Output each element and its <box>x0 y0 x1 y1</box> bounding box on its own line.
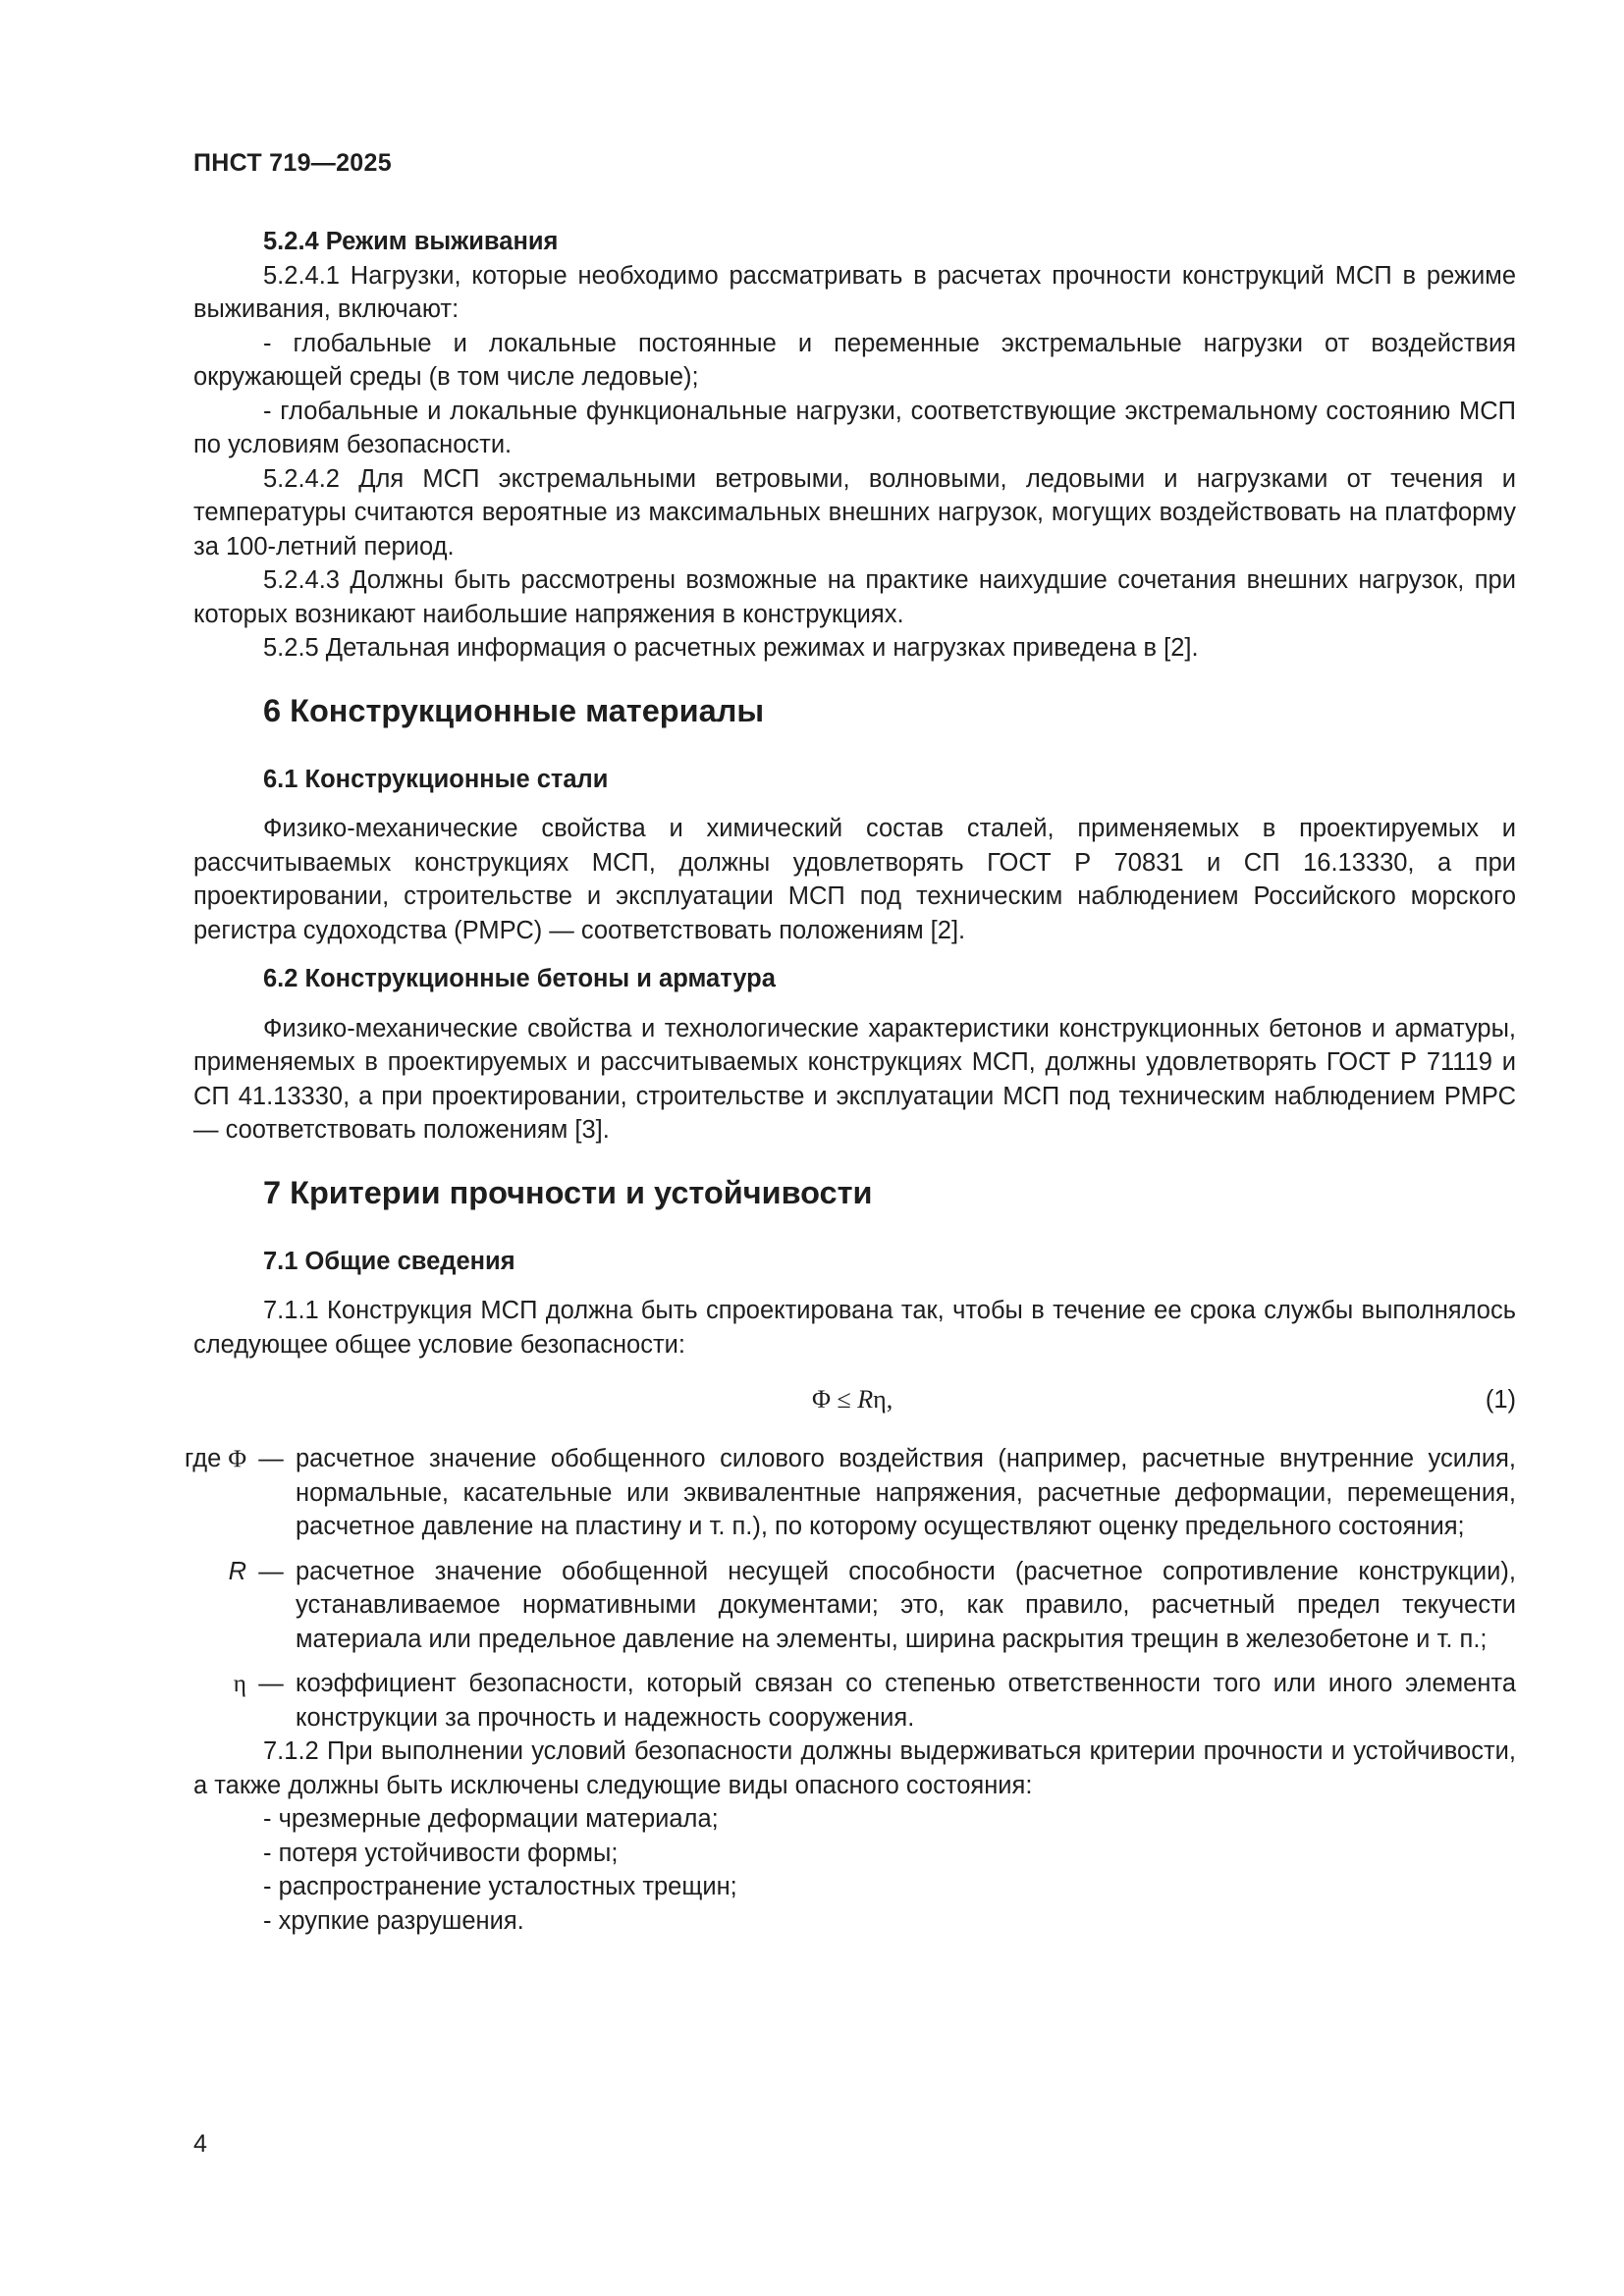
list-item: - глобальные и локальные функциональные нагрузки, соответствующие экстремальному состоянию МСП по условиям безопасности. <box>193 397 1516 458</box>
symbol-r: R <box>228 1557 246 1585</box>
formula-expression <box>812 1383 893 1417</box>
paragraph-5-2-4-1: 5.2.4.1 Нагрузки, которые необходимо рассматривать в расчетах прочности конструкций МСП в режиме выживания, включают: <box>193 261 1516 323</box>
symbol-eta: η <box>233 1669 246 1697</box>
paragraph-6-1: Физико-механические свойства и химический состав сталей, применяемых в проектируемых и рассчитываемых конструкциях МСП, должны удовлетворять ГОСТ Р 70831 и СП 16.13330, а при проектировании, строительстве и эксплуатации МСП под техническим наблюдением Российского морского регистра судоходства (РМРС) — соответствовать положениям [2]. <box>193 815 1516 944</box>
dash-separator: — <box>258 1557 284 1585</box>
formula-r: R <box>857 1385 874 1414</box>
page-number: 4 <box>193 2130 207 2158</box>
dash-separator: — <box>258 1670 284 1697</box>
formula-1 <box>193 1381 1516 1420</box>
document-code: ПНСТ 719—2025 <box>193 149 392 177</box>
symbol-description: расчетное значение обобщенного силового воздействия (например, расчетные внутренние усилия, нормальные, касательные или эквивалентные напряжения, расчетные деформации, перемещения, расчетное давление на пластину и т. п.), по которому осуществляют оценку предельного состояния; <box>296 1445 1516 1540</box>
paragraph-6-2: Физико-механические свойства и технологические характеристики конструкционных бетонов и арматуры, применяемых в проектируемых и рассчитываемых конструкциях МСП, должны удовлетворять ГОСТ Р 71119 и СП 41.13330, а при проектировании, строительстве и эксплуатации МСП под техническим наблюдением РМРС — соответствовать положениям [3]. <box>193 1014 1516 1144</box>
where-prefix: где <box>185 1445 229 1472</box>
list-item: - потеря устойчивости формы; <box>263 1839 619 1867</box>
chapter-heading-7: 7 Критерии прочности и устойчивости <box>263 1174 873 1210</box>
section-heading-6-2: 6.2 Конструкционные бетоны и арматура <box>263 965 776 992</box>
list-item: - распространение усталостных трещин; <box>263 1873 737 1900</box>
section-heading-5-2-4: 5.2.4 Режим выживания <box>263 228 559 255</box>
formula-lhs: Φ ≤ <box>812 1385 858 1414</box>
paragraph-5-2-4-3: 5.2.4.3 Должны быть рассмотрены возможные на практике наихудшие сочетания внешних нагрузок, при которых возникают наибольшие напряжения в конструкциях. <box>193 566 1516 628</box>
paragraph-5-2-5: 5.2.5 Детальная информация о расчетных режимах и нагрузках приведена в [2]. <box>263 634 1199 662</box>
paragraph-7-1-2: 7.1.2 При выполнении условий безопасности должны выдерживаться критерии прочности и устойчивости, а также должны быть исключены следующие виды опасного состояния: <box>193 1737 1516 1799</box>
where-item-r <box>122 1555 1516 1657</box>
where-item-phi <box>122 1442 1516 1544</box>
symbol-description: коэффициент безопасности, который связан со степенью ответственности того или иного элемента конструкции за прочность и надежность сооружения. <box>296 1670 1516 1732</box>
paragraph-5-2-4-2: 5.2.4.2 Для МСП экстремальными ветровыми, волновыми, ледовыми и нагрузками от течения и температуры считаются вероятные из максимальных внешних нагрузок, могущих воздействовать на платформу за 100-летний период. <box>193 464 1516 561</box>
paragraph-7-1-1: 7.1.1 Конструкция МСП должна быть спроектирована так, чтобы в течение ее срока службы выполнялось следующее общее условие безопасности: <box>193 1297 1516 1359</box>
page-content <box>185 225 1516 1938</box>
symbol-description: расчетное значение обобщенной несущей способности (расчетное сопротивление конструкции), устанавливаемое нормативными документами; это, как правило, расчетный предел текучести материала или предельное давление на элементы, ширина раскрытия трещин в железобетоне и т. п.; <box>296 1557 1516 1653</box>
symbol-phi: Φ <box>228 1444 246 1472</box>
section-heading-6-1: 6.1 Конструкционные стали <box>263 765 609 793</box>
list-item: - глобальные и локальные постоянные и переменные экстремальные нагрузки от воздействия окружающей среды (в том числе ледовые); <box>193 329 1516 391</box>
where-block <box>122 1442 1516 1735</box>
where-item-eta <box>122 1667 1516 1735</box>
dash-separator: — <box>258 1445 284 1472</box>
list-item: - хрупкие разрушения. <box>263 1906 524 1935</box>
formula-eta: η, <box>873 1385 893 1414</box>
list-item: - чрезмерные деформации материала; <box>263 1805 719 1833</box>
formula-number: (1) <box>1485 1386 1516 1414</box>
section-heading-7-1: 7.1 Общие сведения <box>263 1247 515 1275</box>
chapter-heading-6: 6 Конструкционные материалы <box>263 692 765 728</box>
